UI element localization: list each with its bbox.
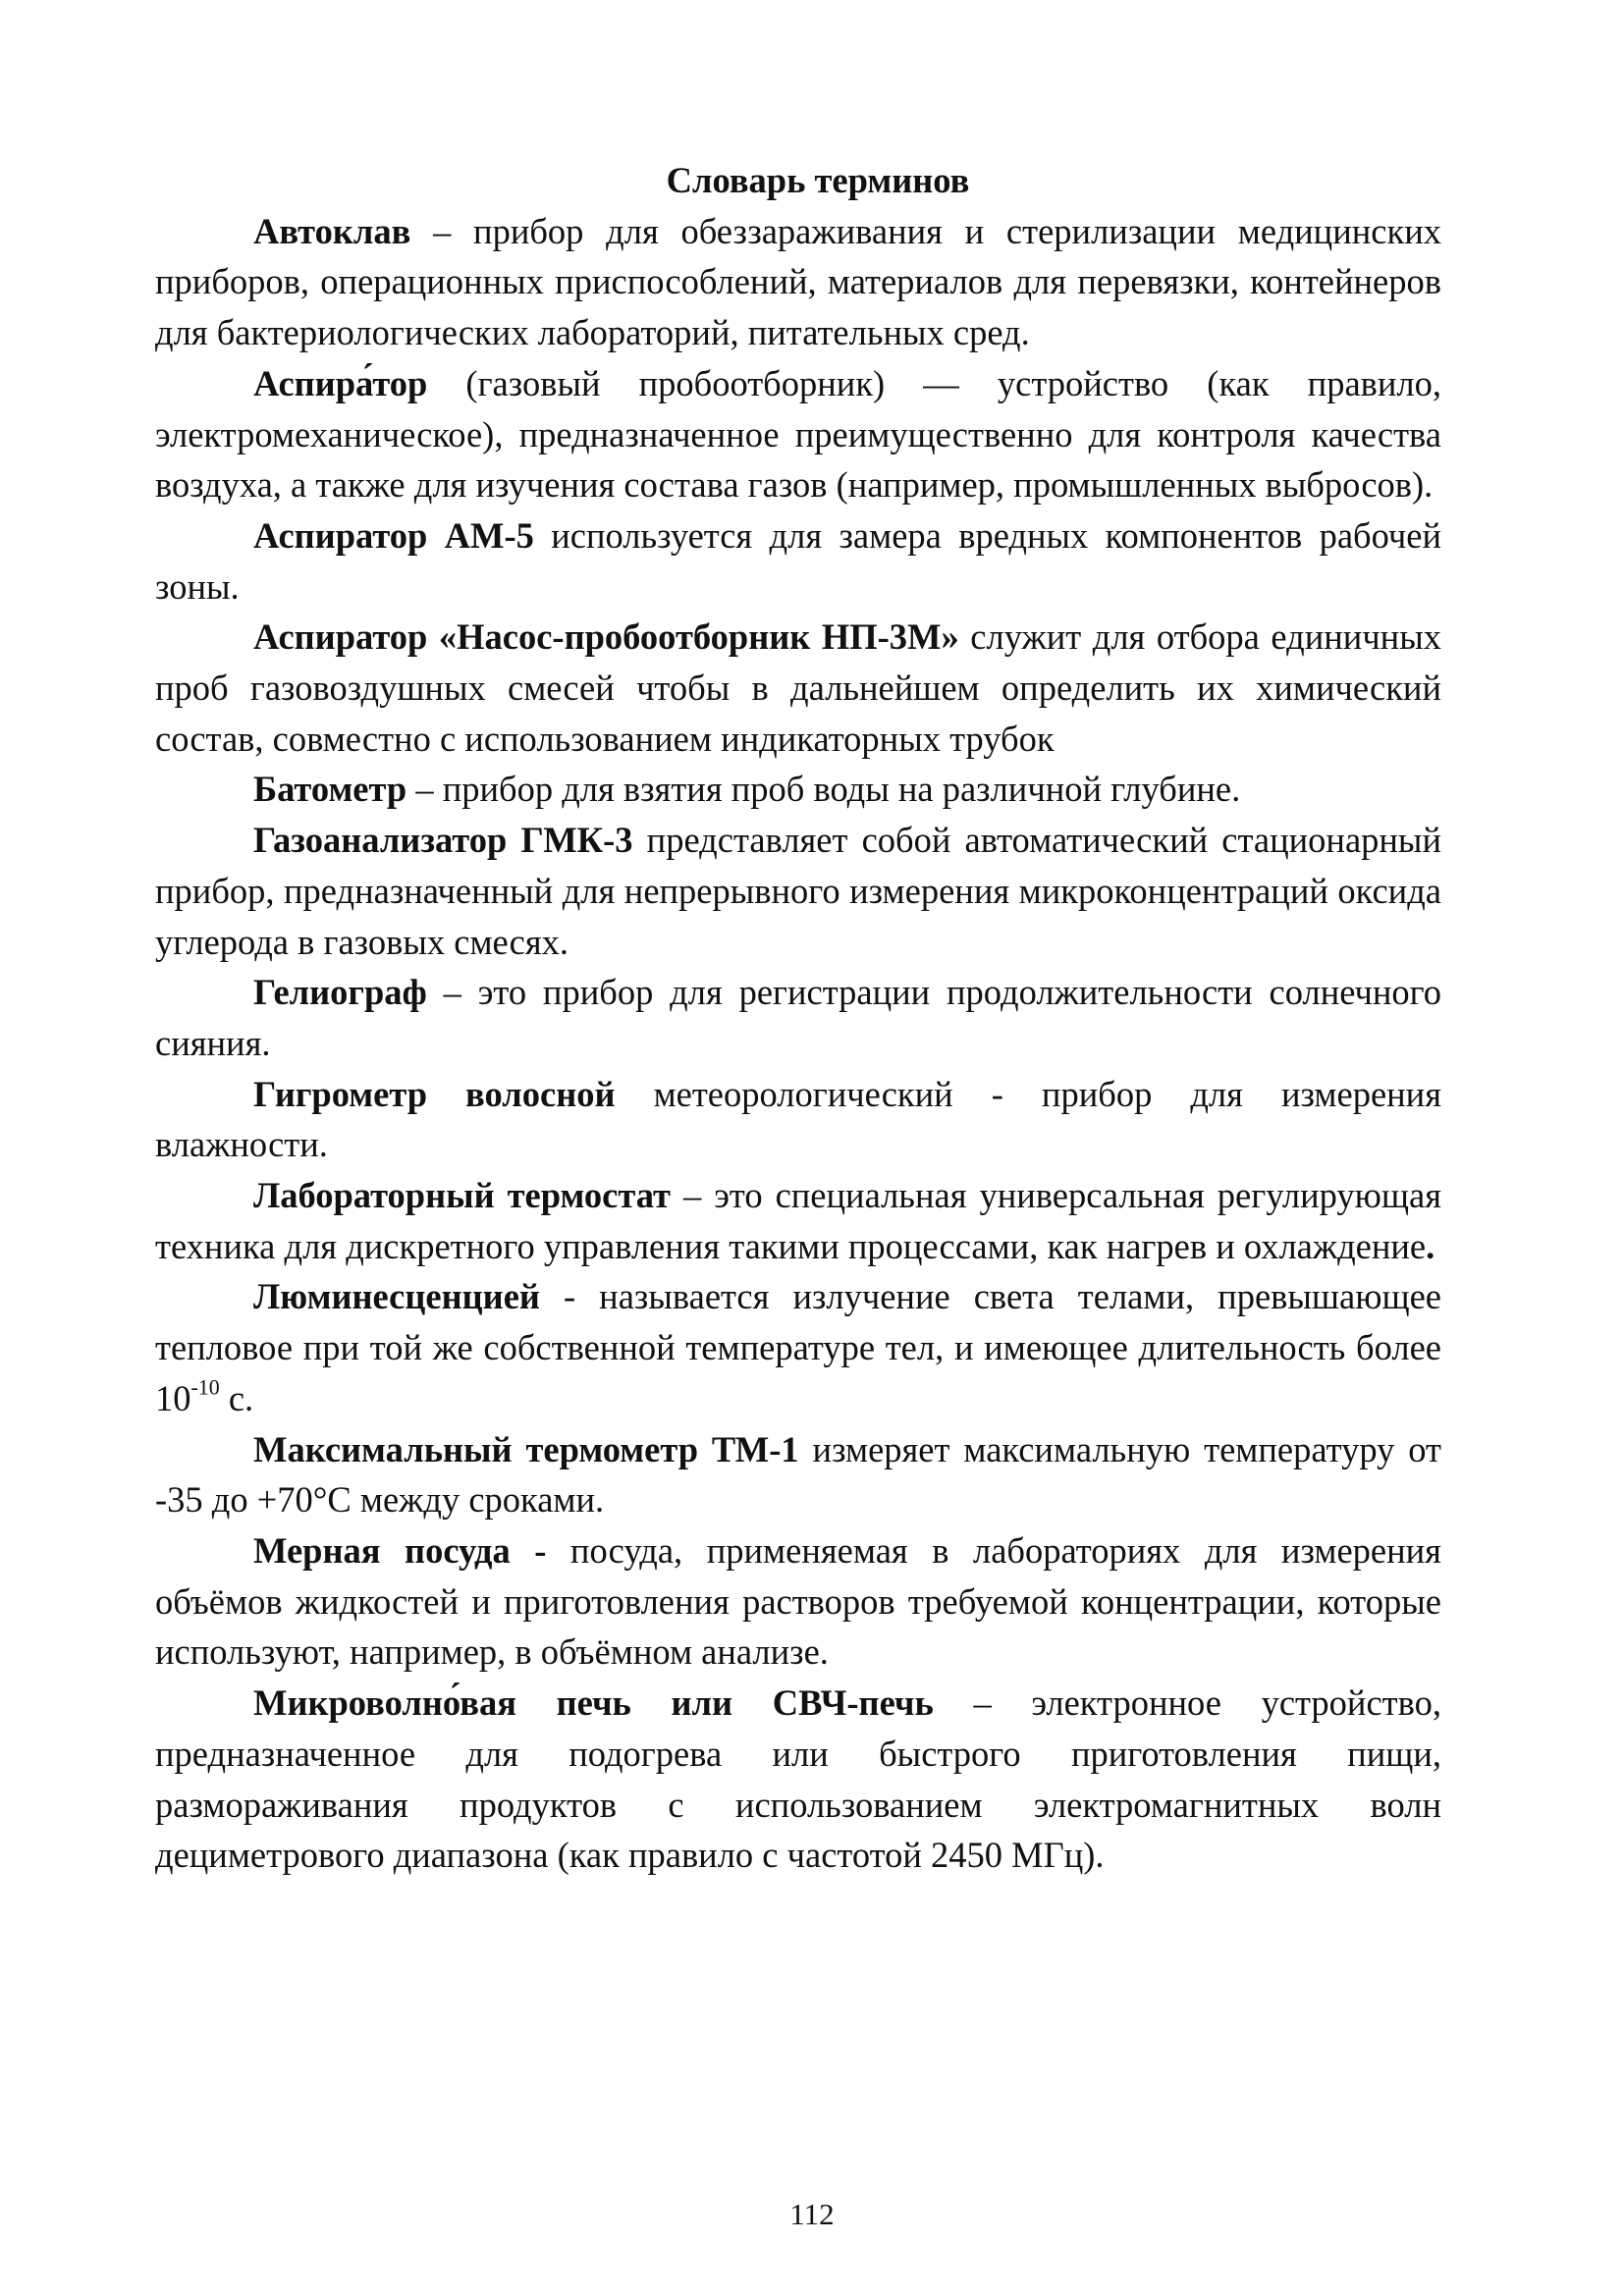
definition: измеряет максимальную температуру от -35 до +70°С между сроками. <box>155 1428 1441 1521</box>
term: Максимальный термометр ТМ-1 <box>253 1428 799 1469</box>
glossary-entry-heliograph <box>155 967 1441 1068</box>
glossary-entry-aspirator-am5 <box>155 510 1441 612</box>
term: Микроволно́вая печь или СВЧ-печь <box>253 1682 934 1724</box>
glossary-entry-aspirator <box>155 358 1441 510</box>
glossary-entry-hygrometer <box>155 1069 1441 1170</box>
definition: представляет собой автоматический стационарный прибор, предназначенный для непрерывного измерения микроконцентраций оксида углерода в газовых смесях. <box>155 820 1441 962</box>
page-title: Словарь терминов <box>666 160 970 200</box>
glossary-entry-thermostat <box>155 1170 1441 1271</box>
term: Мерная посуда - <box>253 1529 547 1571</box>
definition: – электронное устройство, предназначенное для подогрева или быстрого приготовления пищи, размораживания продуктов с использованием электромагнитных волн дециметрового диапазона (как правило с частотой 2450 МГц). <box>155 1682 1441 1876</box>
term: Газоанализатор ГМК-3 <box>253 820 633 861</box>
term: Гигрометр волосной <box>253 1073 616 1114</box>
term: Аспиратор АМ-5 <box>253 514 534 556</box>
glossary-entry-aspirator-np3m <box>155 612 1441 764</box>
term: Аспиратор «Насос-пробоотборник НП-3М» <box>253 616 959 658</box>
definition: – прибор для взятия проб воды на различной глубине. <box>406 769 1241 810</box>
glossary-entry-gas-analyzer <box>155 815 1441 967</box>
page-number: 112 <box>789 2197 835 2231</box>
definition: метеорологический - прибор для измерения влажности. <box>155 1073 1441 1165</box>
term: Автоклав <box>253 210 411 251</box>
glossary-entry-autoclave <box>155 206 1441 358</box>
glossary-entry-luminescence <box>155 1271 1441 1423</box>
definition: посуда, применяемая в лабораториях для измерения объёмов жидкостей и приготовления растворов требуемой концентрации, которые используют, например, в объёмном анализе. <box>155 1529 1441 1673</box>
glossary-entry-microwave <box>155 1678 1441 1881</box>
term: Лабораторный термостат <box>253 1175 671 1216</box>
trailing-period: . <box>1426 1225 1435 1266</box>
term: Аспира́тор <box>253 362 428 403</box>
term: Люминесценцией <box>253 1276 540 1317</box>
definition: – это прибор для регистрации продолжительности солнечного сияния. <box>155 972 1441 1063</box>
definition: - называется излучение света телами, превышающее тепловое при той же собственной температуре тел, и имеющее длительность более 10 <box>155 1276 1441 1418</box>
glossary-body <box>155 155 1441 1881</box>
definition: (газовый пробоотборник) — устройство (как правило, электромеханическое), предназначенное преимущественно для контроля качества воздуха, а также для изучения состава газов (например, промышленных выбросов). <box>155 362 1441 506</box>
term: Батометр <box>253 769 407 810</box>
term: Гелиограф <box>253 972 427 1013</box>
glossary-entry-batometer <box>155 764 1441 815</box>
definition-end: с. <box>219 1377 254 1418</box>
definition: – прибор для обеззараживания и стерилизации медицинских приборов, операционных приспособлений, материалов для перевязки, контейнеров для бактериологических лабораторий, питательных сред. <box>155 210 1441 353</box>
definition: используется для замера вредных компонентов рабочей зоны. <box>155 514 1441 607</box>
glossary-entry-measuring-vessels <box>155 1525 1441 1678</box>
definition: – это специальная универсальная регулирующая техника для дискретного управления такими процессами, как нагрев и охлаждение <box>155 1175 1442 1266</box>
exponent: -10 <box>190 1374 220 1400</box>
definition: служит для отбора единичных проб газовоздушных смесей чтобы в дальнейшем определить их химический состав, совместно с использованием индикаторных трубок <box>155 616 1441 759</box>
glossary-entry-max-thermometer <box>155 1424 1441 1525</box>
